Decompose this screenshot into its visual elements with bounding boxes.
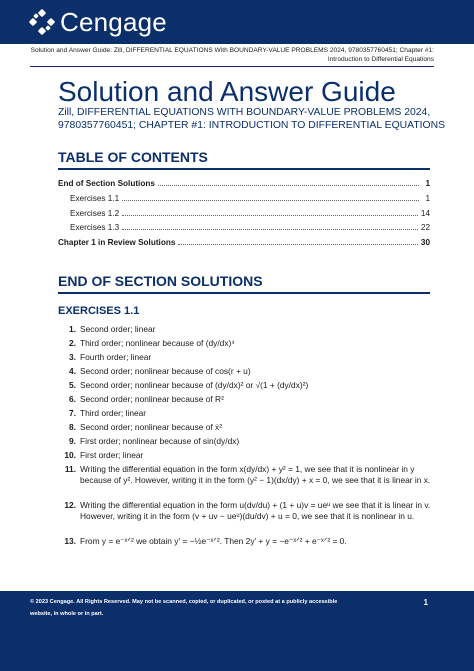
toc-dot-leader: [122, 200, 419, 201]
exercise-answer: Writing the differential equation in the form x(dy/dx) + y² = 1, we see that it is nonlinear in y because of y². However, writing it in the form (y² − 1)(dx/dy) + x = 0, we see that it is linear in x.: [80, 464, 431, 485]
toc-dot-leader: [122, 229, 418, 230]
running-head: Solution and Answer Guide: Zill, DIFFERENTIAL EQUATIONS With BOUNDARY-VALUE PROBLEMS 2024, 9780357760451; Chapter #1: Introduction to Differential Equations: [30, 47, 434, 63]
toc-entry-page: 1: [425, 194, 430, 203]
toc-entry-label: Exercises 1.1: [70, 194, 120, 203]
toc-dot-leader: [122, 215, 418, 216]
exercise-answer: Second order; linear: [80, 324, 156, 334]
exercise-answer: Fourth order; linear: [80, 352, 152, 362]
toc-entry-label: End of Section Solutions: [58, 179, 155, 188]
exercise-number: 4.: [69, 366, 76, 376]
section-heading-rule: [58, 292, 430, 294]
exercise-item: [58, 338, 438, 349]
exercise-number: 2.: [69, 338, 76, 348]
toc-entry-label: Chapter 1 in Review Solutions: [58, 238, 176, 247]
exercise-answer: From y = e⁻ˣᐟ² we obtain y′ = −½e⁻ˣᐟ². Then 2y′ + y = −e⁻ˣᐟ² + e⁻ˣᐟ² = 0.: [80, 536, 347, 546]
exercise-answer: Second order; nonlinear because of ẋ²: [80, 422, 222, 432]
toc-heading-rule: [58, 168, 430, 170]
exercise-item: [58, 408, 438, 419]
exercise-number: 7.: [69, 408, 76, 418]
exercise-number: 9.: [69, 436, 76, 446]
exercise-item: [58, 464, 438, 497]
exercise-answer: Second order; nonlinear because of R²: [80, 394, 224, 404]
toc-entry[interactable]: [58, 194, 430, 203]
page-title: Solution and Answer Guide: [58, 76, 396, 107]
exercise-answer: First order; nonlinear because of sin(dy/dx): [80, 436, 240, 446]
copyright-notice: © 2023 Cengage. All Rights Reserved. May not be scanned, copied, or duplicated, or posted at a publicly accessible website, in whole or in part.: [30, 599, 338, 617]
exercise-number: 10.: [64, 450, 76, 460]
exercise-number: 12.: [64, 500, 76, 510]
exercise-answer: Writing the differential equation in the form u(dv/du) + (1 + u)v = ueᵘ we see that it is linear in v. However, writing it in the form (v + uv − ueᵘ)(du/dv) + u = 0, we see that it is nonlinear in u.: [80, 500, 431, 521]
exercise-number: 6.: [69, 394, 76, 404]
toc-entry-page: 22: [420, 223, 430, 232]
toc-entry[interactable]: [58, 238, 430, 247]
exercise-item: [58, 380, 438, 391]
exercise-answer: First order; linear: [80, 450, 144, 460]
exercise-item: [58, 324, 438, 335]
toc-entry-page: 1: [425, 179, 430, 188]
exercise-number: 5.: [69, 380, 76, 390]
toc-dot-leader: [158, 185, 419, 186]
exercise-item: [58, 500, 438, 533]
toc-entry-page: 30: [420, 238, 430, 247]
toc-entry-page: 14: [420, 209, 430, 218]
page-subtitle: Zill, DIFFERENTIAL EQUATIONS WITH BOUNDARY-VALUE PROBLEMS 2024, 9780357760451; CHAPTER #1: INTRODUCTION TO DIFFERENTIAL EQUATIONS: [58, 107, 446, 131]
exercise-item: [58, 422, 438, 433]
exercise-number: 1.: [69, 324, 76, 334]
exercise-number: 13.: [64, 536, 76, 546]
cengage-banner: [0, 0, 474, 44]
exercise-item: [58, 366, 438, 377]
toc-entry[interactable]: [58, 223, 430, 232]
exercise-answer: Second order; nonlinear because of cos(r + u): [80, 366, 251, 376]
exercises-heading: EXERCISES 1.1: [58, 305, 140, 317]
section-heading: END OF SECTION SOLUTIONS: [58, 273, 263, 289]
toc-entry[interactable]: [58, 209, 430, 218]
cengage-logo-icon: [30, 10, 54, 34]
toc-entry-label: Exercises 1.3: [70, 223, 120, 232]
page-number: 1: [423, 598, 428, 607]
exercise-answer: Third order; linear: [80, 408, 147, 418]
toc-heading: TABLE OF CONTENTS: [58, 149, 208, 165]
exercise-item: [58, 536, 438, 547]
toc-entry[interactable]: [58, 179, 430, 188]
exercise-answer: Second order; nonlinear because of (dy/dx)² or √(1 + (dy/dx)²): [80, 380, 309, 390]
exercise-item: [58, 394, 438, 405]
exercise-item: [58, 450, 438, 461]
brand-name: Cengage: [60, 6, 167, 37]
exercise-answer: Third order; nonlinear because of (dy/dx)⁴: [80, 338, 235, 348]
exercise-number: 3.: [69, 352, 76, 362]
running-head-rule: [30, 66, 434, 67]
exercise-number: 8.: [69, 422, 76, 432]
exercise-item: [58, 436, 438, 447]
toc-entry-label: Exercises 1.2: [70, 209, 120, 218]
toc-dot-leader: [178, 244, 418, 245]
page-footer: [0, 591, 474, 671]
exercise-item: [58, 352, 438, 363]
exercise-number: 11.: [64, 464, 76, 474]
